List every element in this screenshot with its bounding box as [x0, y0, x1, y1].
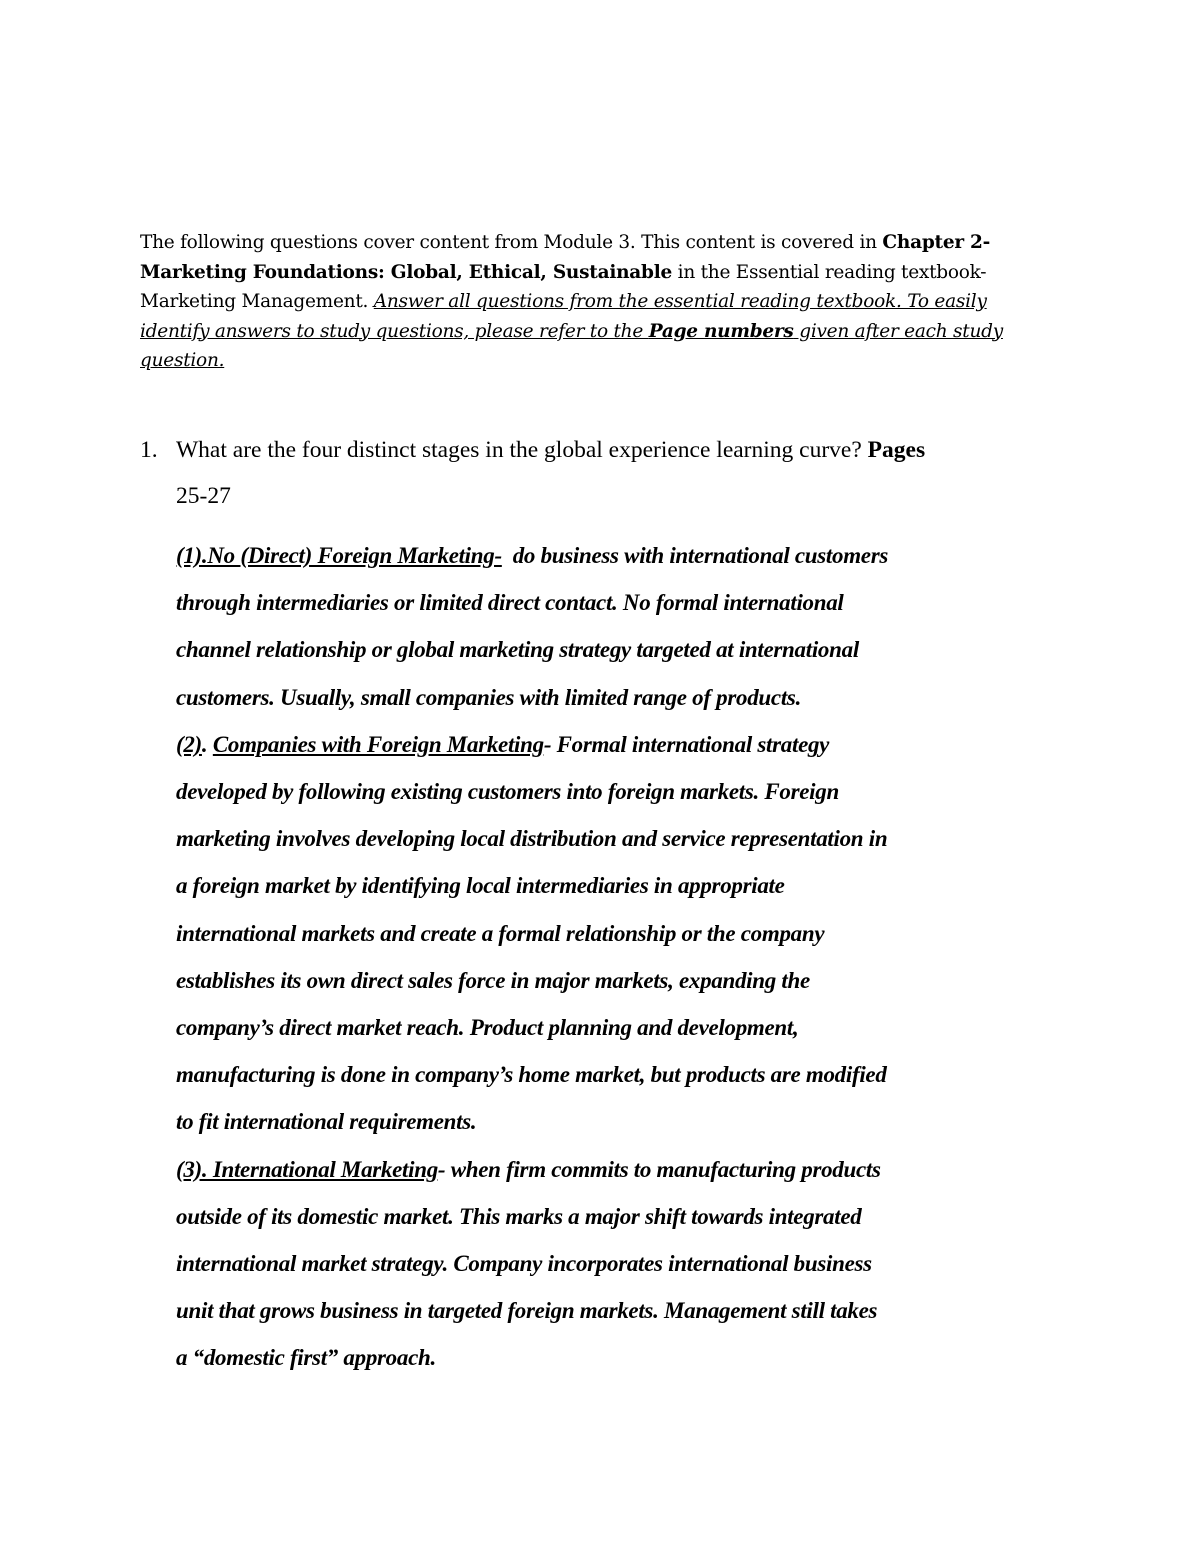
answer-line: developed by following existing customers into foreign markets. Foreign [176, 779, 839, 805]
answer-line: company’s direct market reach. Product planning and development, [176, 1015, 799, 1041]
answer-text: - when firm commits to manufacturing products [437, 1156, 881, 1182]
answer-line: a “domestic first” approach. [176, 1345, 436, 1371]
answer-line [176, 1146, 1076, 1193]
answer-line [176, 721, 1076, 768]
stage-2-heading: Companies with Foreign Marketing [212, 731, 544, 757]
intro-text: The following questions cover content from Module 3. This content is covered in [140, 232, 883, 253]
answer-line: establishes its own direct sales force in major markets, expanding the [176, 967, 810, 993]
intro-paragraph [140, 228, 1040, 376]
stage-2-number: (2) [176, 731, 202, 757]
chapter-label: Chapter 2- [882, 232, 991, 253]
intro-text: Marketing Management. [140, 291, 374, 312]
pages-range: 25-27 [176, 483, 231, 509]
stage-3-heading: (3). International Marketing [176, 1156, 438, 1182]
answer-line: to fit international requirements. [176, 1109, 477, 1135]
question-text-line [176, 437, 925, 464]
answer-text: - Formal international strategy [543, 731, 830, 757]
answer-text: do business with international customers [501, 543, 889, 568]
instruction-text: question. [140, 350, 225, 371]
question-number: 1. [140, 437, 158, 463]
instruction-text: given after each study [793, 320, 1003, 342]
answer-block [176, 532, 1076, 1382]
instruction-text: identify answers to study questions, please refer to the [140, 320, 649, 342]
pages-label: Pages [867, 437, 926, 463]
answer-line [176, 532, 1076, 579]
answer-line: marketing involves developing local distribution and service representation in [176, 826, 888, 852]
chapter-title: Marketing Foundations: Global, Ethical, Sustainable [140, 261, 673, 283]
answer-line: customers. Usually, small companies with limited range of products. [176, 684, 802, 710]
answer-line: unit that grows business in targeted foreign markets. Management still takes [176, 1298, 878, 1324]
instruction-text: Answer all questions from the essential reading textbook. To easily [373, 291, 987, 312]
page-numbers-emphasis: Page numbers [648, 320, 794, 342]
answer-text: . [201, 731, 213, 757]
answer-line: a foreign market by identifying local intermediaries in appropriate [176, 873, 785, 899]
intro-text: in the Essential reading textbook- [672, 261, 987, 283]
answer-line: outside of its domestic market. This marks a major shift towards integrated [176, 1203, 862, 1229]
answer-line: international markets and create a formal relationship or the company [176, 920, 825, 946]
answer-line: through intermediaries or limited direct contact. No formal international [176, 590, 844, 616]
question-text: What are the four distinct stages in the global experience learning curve? [176, 437, 868, 463]
answer-line: manufacturing is done in company’s home market, but products are modified [176, 1062, 887, 1088]
answer-line: international market strategy. Company incorporates international business [176, 1251, 872, 1277]
stage-1-heading: (1).No (Direct) Foreign Marketing- [176, 543, 502, 568]
answer-line: channel relationship or global marketing strategy targeted at international [176, 637, 859, 663]
